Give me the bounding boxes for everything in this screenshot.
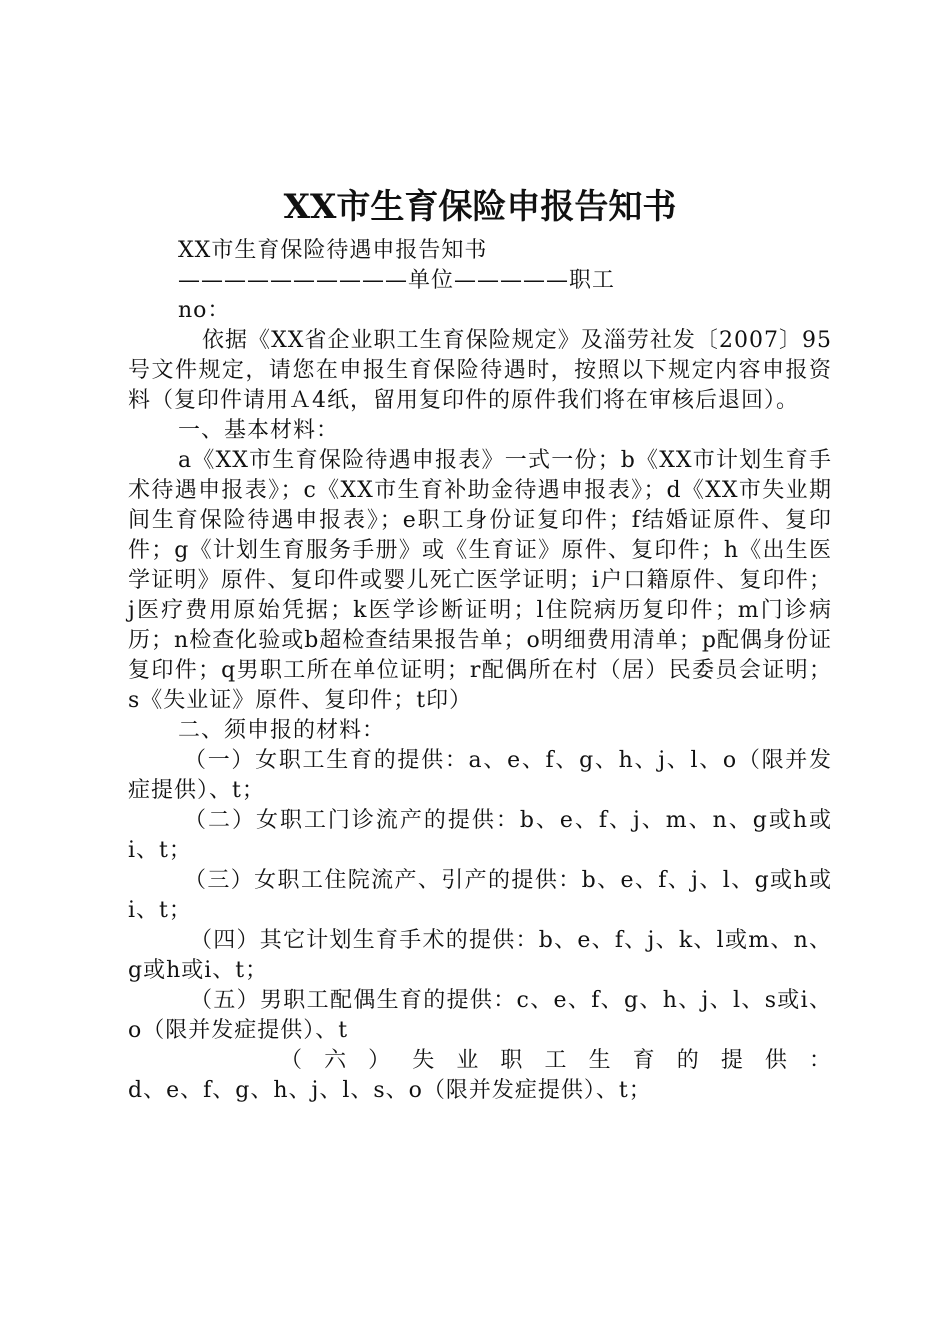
document-page [128,182,832,1106]
subtitle: XX市生育保险待遇申报告知书 [178,238,488,263]
required-item-5: （五）男职工配偶生育的提供：c、e、f、g、h、j、l、s或i、o（限并发症提供）、t [128,988,832,1043]
required-item-6-heading: （六）失业职工生育的提供： [280,1048,832,1073]
required-item-4: （四）其它计划生育手术的提供：b、e、f、j、k、l或m、n、g或h或i、t； [128,928,832,983]
required-item-6-body: d、e、f、g、h、j、l、s、o（限并发症提供）、t； [128,1078,652,1103]
intro-paragraph: 依据《XX省企业职工生育保险规定》及淄劳社发〔2007〕95号文件规定，请您在申报生育保险待遇时，按照以下规定内容申报资料（复印件请用Ａ4纸，留用复印件的原件我们将在审核后退回）。 [128,328,832,413]
section-basic-body: a《XX市生育保险待遇申报表》一式一份；b《XX市计划生育手术待遇申报表》；c《XX市生育补助金待遇申报表》；d《XX市失业期间生育保险待遇申报表》；e职工身份证复印件；f结婚证原件、复印件；g《计划生育服务手册》或《生育证》原件、复印件；h《出生医学证明》原件、复印件或婴儿死亡医学证明；i户口籍原件、复印件；j医疗费用原始凭据；k医学诊断证明；l住院病历复印件；m门诊病历；n检查化验或b超检查结果报告单；o明细费用清单；p配偶身份证复印件；q男职工所在单位证明；r配偶所在村（居）民委员会证明；s《失业证》原件、复印件；t印） [128,448,832,713]
unit-employee-line: ——————————单位—————职工 [178,268,616,293]
required-item-2: （二）女职工门诊流产的提供：b、e、f、j、m、n、g或h或i、t； [128,808,832,863]
document-title: XX市生育保险申报告知书 [283,187,677,227]
section-required-heading: 二、须申报的材料： [178,718,386,743]
section-basic-heading: 一、基本材料： [178,418,340,443]
number-line: no： [178,298,231,323]
document-body [128,236,832,1106]
required-item-1: （一）女职工生育的提供：a、e、f、g、h、j、l、o（限并发症提供）、t； [128,748,832,803]
required-item-3: （三）女职工住院流产、引产的提供：b、e、f、j、l、g或h或i、t； [128,868,832,923]
